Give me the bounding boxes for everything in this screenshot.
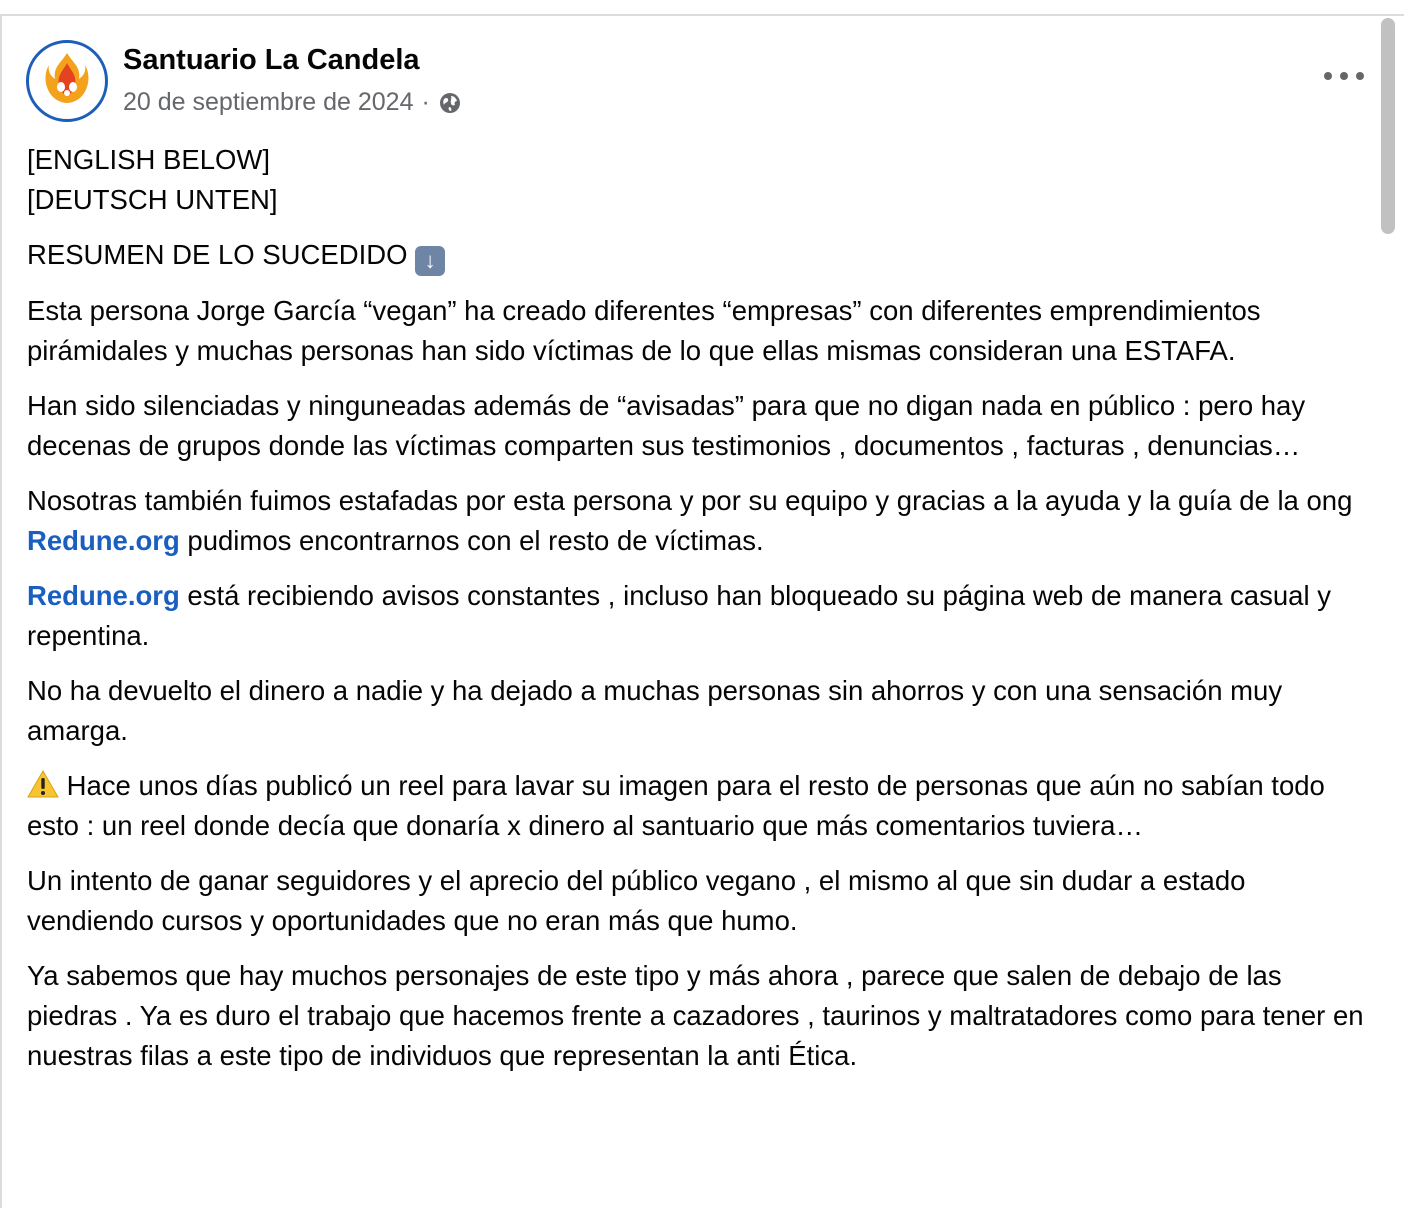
globe-icon[interactable]	[438, 91, 462, 115]
paragraph-6: No ha devuelto el dinero a nadie y ha dejado a muchas personas sin ahorros y con una sensación muy amarga.	[27, 675, 1283, 746]
paragraph-7	[27, 766, 1379, 846]
more-dot-icon	[1356, 72, 1364, 80]
more-dot-icon	[1340, 72, 1348, 80]
paragraph-summary-heading	[27, 235, 1379, 276]
scrollbar-thumb[interactable]	[1381, 18, 1395, 234]
redune-link[interactable]: Redune.org	[27, 525, 180, 556]
page-avatar[interactable]	[26, 40, 108, 122]
paragraph-5	[27, 576, 1379, 656]
paragraph-5-text: está recibiendo avisos constantes , incluso han bloqueado su página web de manera casual y repentina.	[27, 580, 1331, 651]
paragraph-2: Esta persona Jorge García “vegan” ha creado diferentes “empresas” con diferentes emprendimientos pirámidales y muchas personas han sido víctimas de lo que ellas mismas consideran una ESTAFA.	[27, 295, 1261, 366]
paragraph-8: Un intento de ganar seguidores y el aprecio del público vegano , el mismo al que sin dudar a estado vendiendo cursos y oportunidades que no eran más que humo.	[27, 865, 1246, 936]
paragraph-4-text-b: pudimos encontrarnos con el resto de víctimas.	[179, 525, 764, 556]
post-date[interactable]: 20 de septiembre de 2024	[123, 88, 414, 116]
scrollbar[interactable]	[1378, 18, 1398, 1208]
page-name-link[interactable]: Santuario La Candela	[123, 44, 420, 76]
redune-link[interactable]: Redune.org	[27, 580, 180, 611]
post-text	[27, 140, 1379, 1091]
english-below-label: [ENGLISH BELOW]	[27, 144, 270, 175]
deutsch-unten-label: [DEUTSCH UNTEN]	[27, 184, 278, 215]
candle-logo-icon	[31, 45, 103, 117]
post-meta	[123, 88, 462, 117]
language-notice	[27, 140, 1379, 220]
paragraph-4	[27, 481, 1379, 561]
more-options-button[interactable]	[1324, 64, 1364, 88]
paragraph-3: Han sido silenciadas y ninguneadas además de “avisadas” para que no digan nada en público : pero hay decenas de grupos donde las víctimas comparten sus testimonios , documentos , facturas , denuncias…	[27, 390, 1306, 461]
paragraph-4-text-a: Nosotras también fuimos estafadas por esta persona y por su equipo y gracias a la ayuda y la guía de la ong	[27, 485, 1353, 516]
paragraph-9: Ya sabemos que hay muchos personajes de este tipo y más ahora , parece que salen de debajo de las piedras . Ya es duro el trabajo que hacemos frente a cazadores , taurinos y maltratadores como para tener en nuestras filas a este tipo de individuos que representan la anti Ética.	[27, 960, 1364, 1071]
post-card	[0, 14, 1404, 1208]
down-arrow-emoji-icon: ↓	[415, 246, 445, 276]
paragraph-7-text: Hace unos días publicó un reel para lavar su imagen para el resto de personas que aún no sabían todo esto : un reel donde decía que donaría x dinero al santuario que más comentarios tuviera…	[27, 770, 1325, 841]
more-dot-icon	[1324, 72, 1332, 80]
summary-heading: RESUMEN DE LO SUCEDIDO	[27, 239, 408, 270]
meta-separator: ·	[421, 88, 430, 116]
warning-emoji-icon	[27, 769, 59, 799]
